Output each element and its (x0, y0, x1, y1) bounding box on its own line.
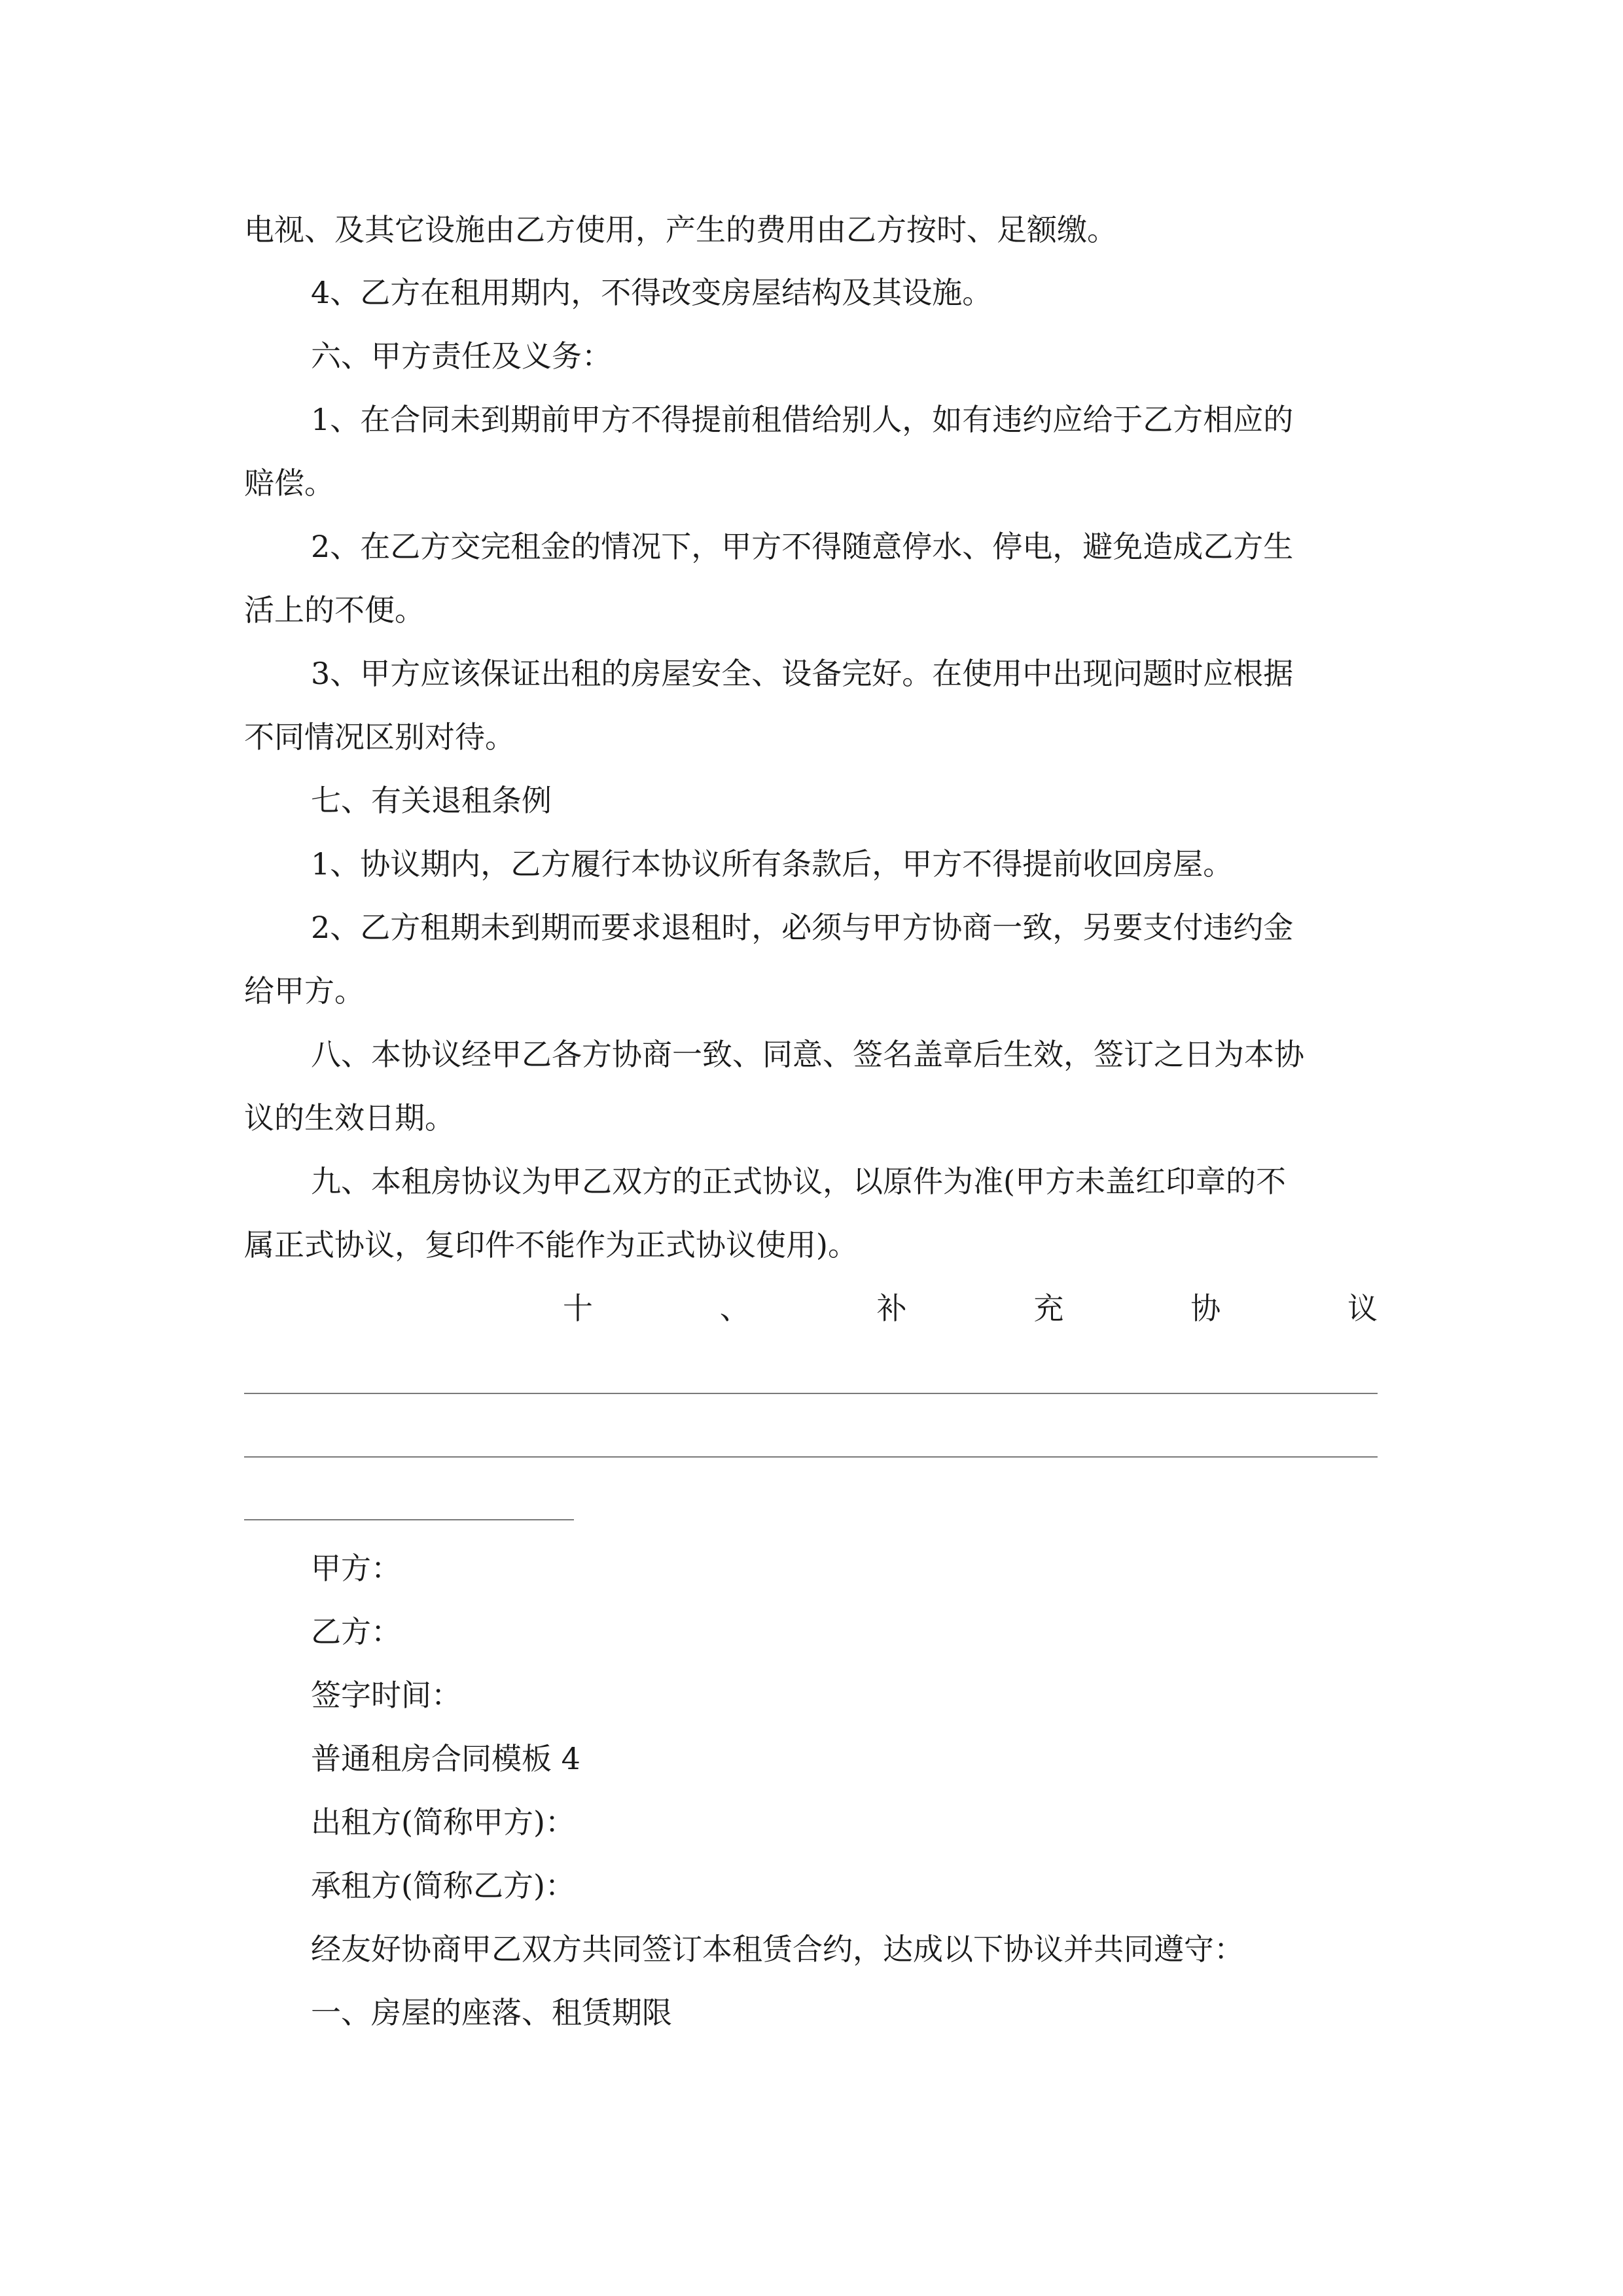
heading-char: 十 (563, 1291, 593, 1326)
clause-5-4: 4、乙方在租用期内，不得改变房屋结构及其设施。 (311, 275, 993, 310)
clause-7-2: 2、乙方租期未到期而要求退租时，必须与甲方协商一致，另要支付违约金 (311, 910, 1294, 945)
supplement-blank-line-1 (244, 1393, 1378, 1394)
heading-char: 补 (876, 1291, 907, 1326)
section-heading-1: 一、房屋的座落、租赁期限 (311, 1995, 672, 2030)
heading-char: 协 (1190, 1291, 1221, 1326)
heading-char: 充 (1033, 1291, 1064, 1326)
clause-7-1: 1、协议期内，乙方履行本协议所有条款后，甲方不得提前收回房屋。 (311, 846, 1234, 882)
supplement-blank-line-2 (244, 1456, 1378, 1458)
section-heading-7: 七、有关退租条例 (311, 783, 552, 818)
template-title: 普通租房合同模板 4 (311, 1741, 580, 1776)
paragraph-line: 电视、及其它设施由乙方使用，产生的费用由乙方按时、足额缴。 (244, 212, 1117, 247)
heading-char: 议 (1347, 1291, 1378, 1326)
section-9: 九、本租房协议为甲乙双方的正式协议，以原件为准(甲方未盖红印章的不 (311, 1164, 1286, 1199)
clause-6-2-cont: 活上的不便。 (244, 592, 425, 628)
lessee-label: 承租方(简称乙方)： (311, 1868, 575, 1903)
sign-time: 签字时间： (311, 1677, 461, 1713)
section-9-cont: 属正式协议，复印件不能作为正式协议使用)。 (244, 1227, 858, 1263)
section-8-cont: 议的生效日期。 (244, 1100, 455, 1136)
supplement-blank-line-3 (244, 1519, 574, 1520)
agreement-intro: 经友好协商甲乙双方共同签订本租赁合约，达成以下协议并共同遵守： (311, 1931, 1244, 1967)
clause-6-3-cont: 不同情况区别对待。 (244, 719, 515, 755)
party-b-signature: 乙方： (311, 1614, 401, 1649)
heading-char: 、 (719, 1291, 750, 1326)
clause-6-1: 1、在合同未到期前甲方不得提前租借给别人，如有违约应给于乙方相应的 (311, 402, 1294, 437)
supplement-heading (563, 1291, 1378, 1326)
clause-6-3: 3、甲方应该保证出租的房屋安全、设备完好。在使用中出现问题时应根据 (311, 656, 1294, 691)
section-heading-6: 六、甲方责任及义务： (311, 338, 612, 374)
lessor-label: 出租方(简称甲方)： (311, 1804, 575, 1840)
clause-7-2-cont: 给甲方。 (244, 973, 365, 1009)
clause-6-1-cont: 赔偿。 (244, 465, 334, 501)
clause-6-2: 2、在乙方交完租金的情况下，甲方不得随意停水、停电，避免造成乙方生 (311, 529, 1294, 564)
section-8: 八、本协议经甲乙各方协商一致、同意、签名盖章后生效，签订之日为本协 (311, 1037, 1304, 1072)
party-a-signature: 甲方： (311, 1551, 401, 1586)
